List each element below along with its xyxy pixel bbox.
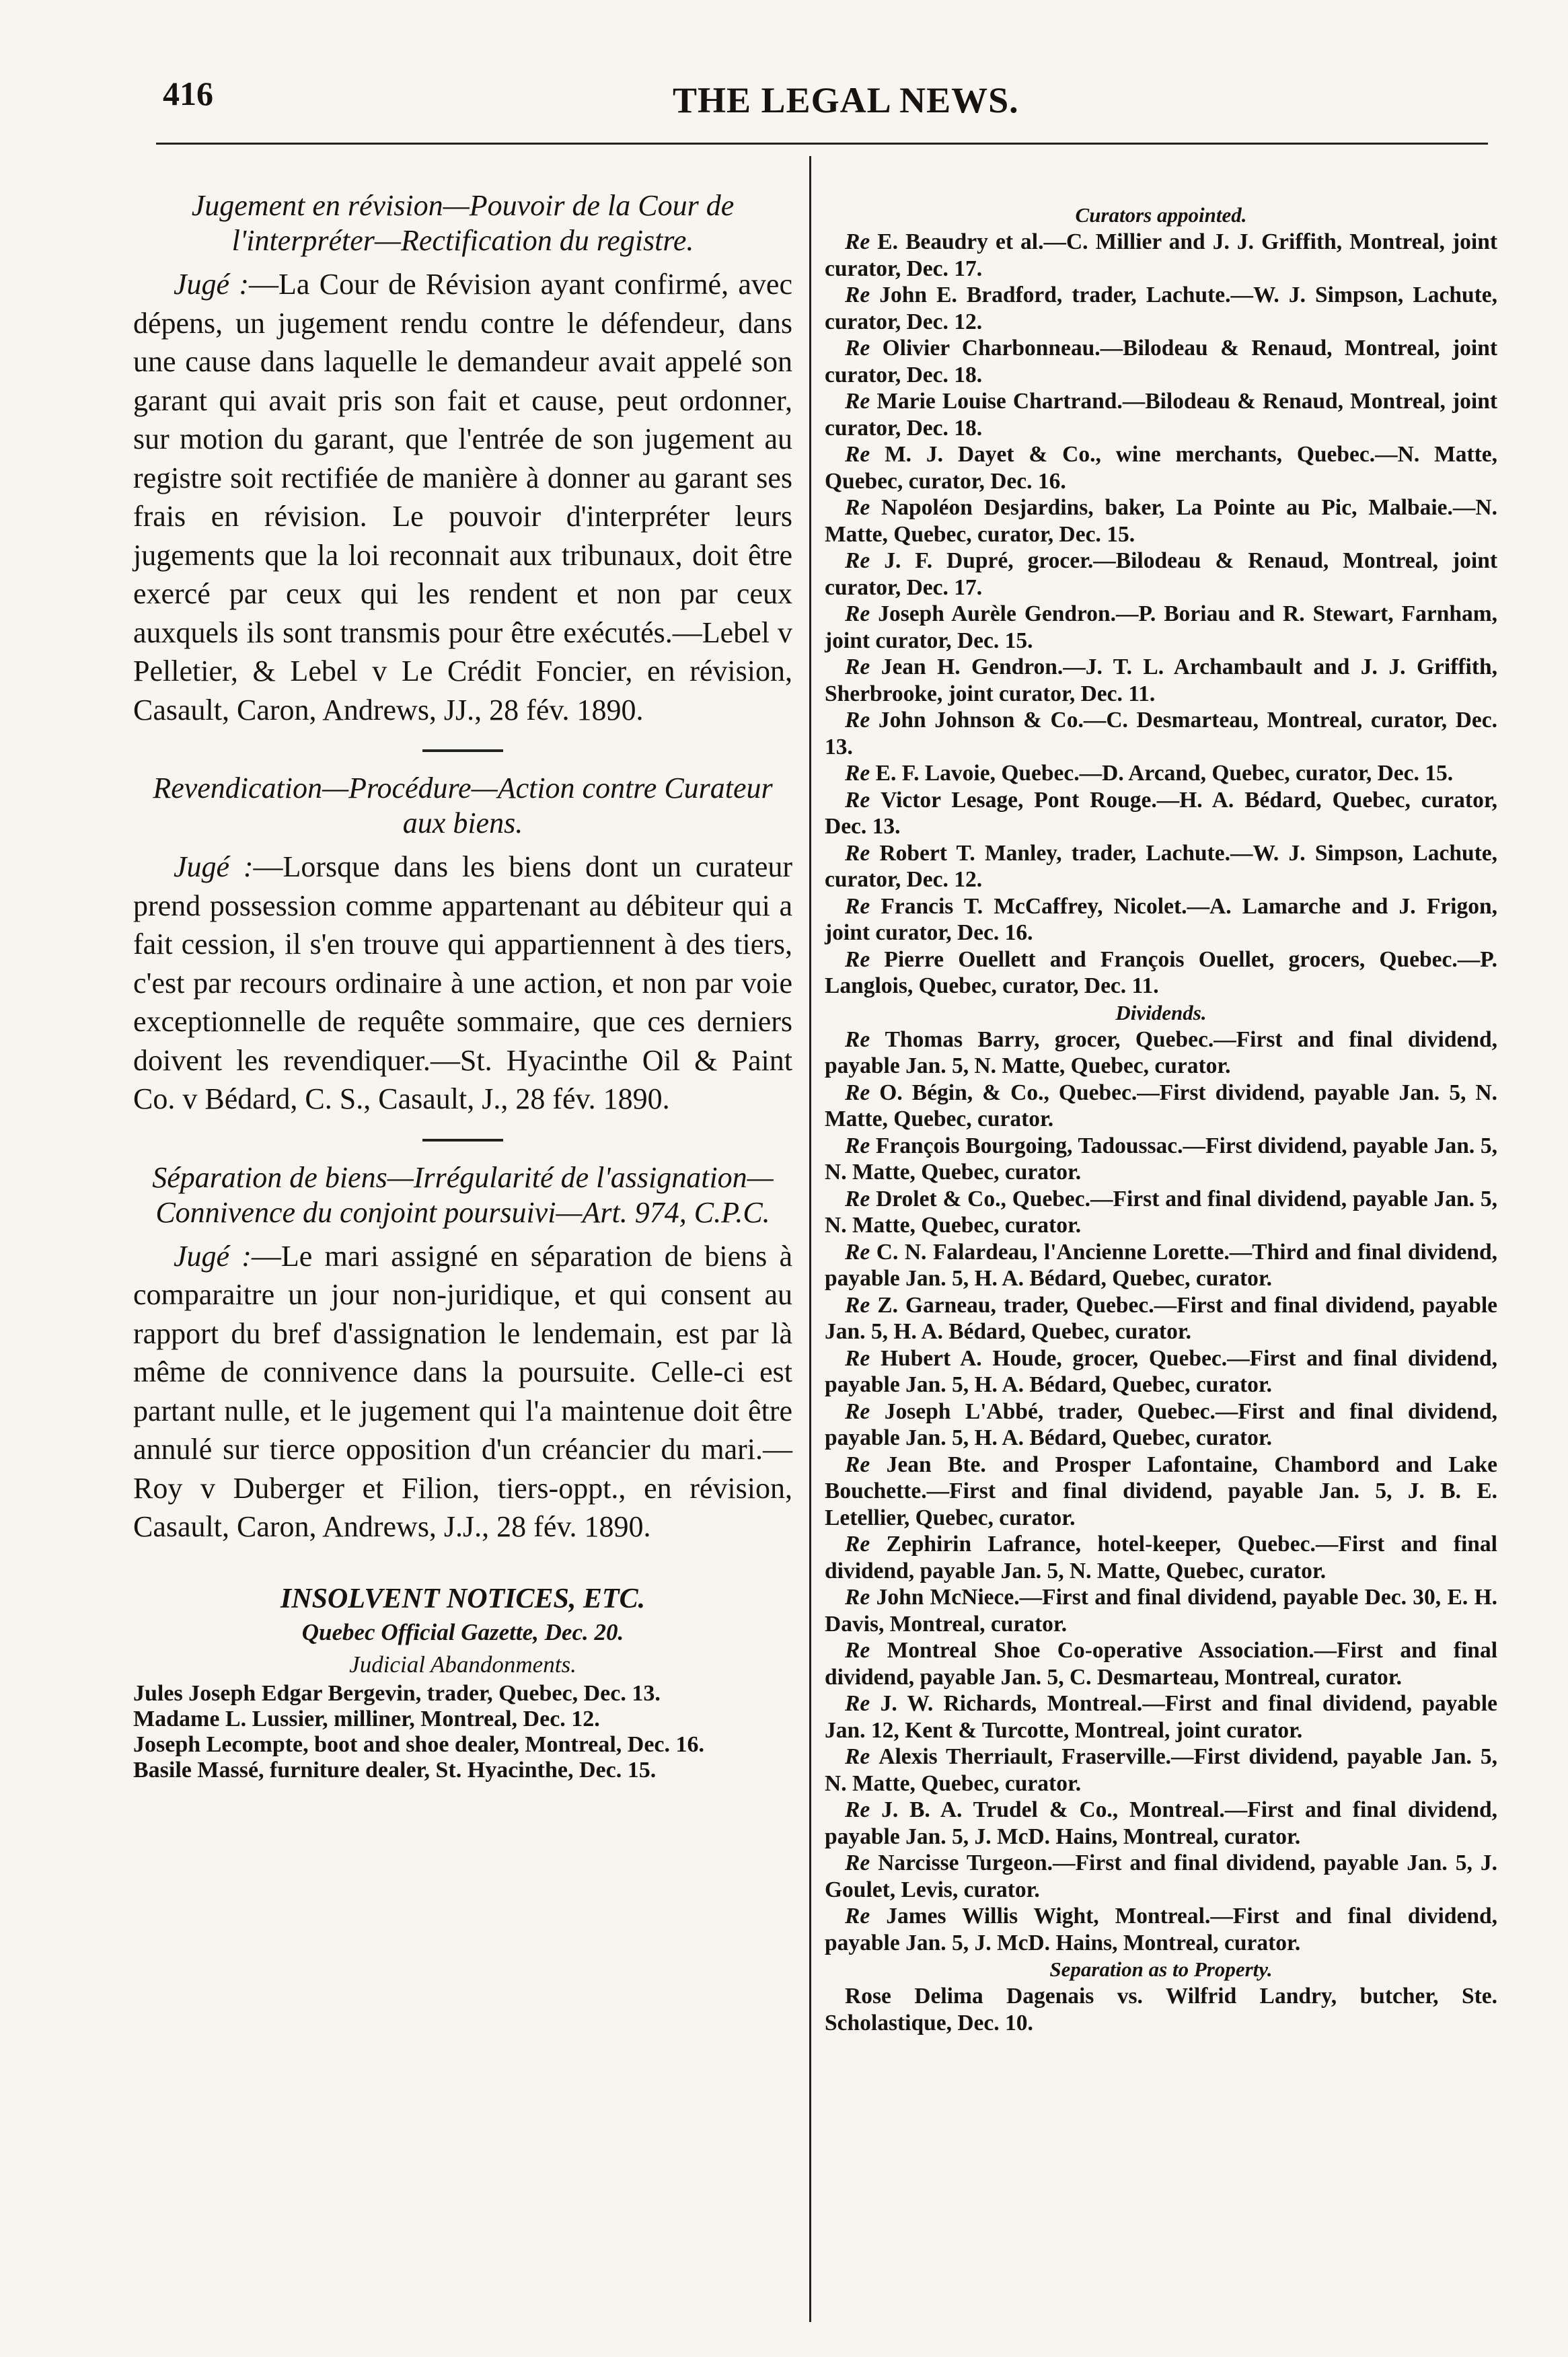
dividend-entry [825, 1452, 1497, 1532]
dividend-entry-text: O. Bégin, & Co., Quebec.—First dividend, payable Jan. 5, N. Matte, Quebec, curator. [825, 1080, 1497, 1131]
curator-entry [825, 707, 1497, 760]
curator-entry-text: Victor Lesage, Pont Rouge.—H. A. Bédard, Quebec, curator, Dec. 13. [825, 787, 1497, 839]
dividend-entry [825, 1690, 1497, 1744]
dividend-entry-text: John McNiece.—First and final dividend, payable Dec. 30, E. H. Davis, Montreal, curator. [825, 1585, 1497, 1637]
dividend-entry [825, 1239, 1497, 1292]
curators-list [825, 229, 1497, 1000]
dividend-entry-text: J. W. Richards, Montreal.—First and final dividend, payable Jan. 12, Kent & Turcotte, Montreal, joint curator. [825, 1691, 1497, 1743]
dividend-entry-text: Thomas Barry, grocer, Quebec.—First and final dividend, payable Jan. 5, N. Matte, Quebec, curator. [825, 1026, 1497, 1078]
curator-entry [825, 335, 1497, 388]
dividend-entry-text: Montreal Shoe Co-operative Association.—First and final dividend, payable Jan. 5, C. Desmarteau, Montreal, curator. [825, 1638, 1497, 1690]
case-block [133, 1160, 792, 1546]
curator-entry-text: Marie Louise Chartrand.—Bilodeau & Renaud, Montreal, joint curator, Dec. 18. [825, 389, 1497, 441]
case-block [133, 188, 792, 729]
dividend-entry [825, 1850, 1497, 1903]
case-title: Revendication—Procédure—Action contre Curateur aux biens. [153, 772, 773, 839]
curator-entry [825, 548, 1497, 601]
abandonment-entry [133, 1707, 792, 1732]
curator-entry-text: Francis T. McCaffrey, Nicolet.—A. Lamarche and J. Frigon, joint curator, Dec. 16. [825, 893, 1497, 945]
dividends-heading: Dividends. [1115, 1000, 1207, 1024]
re-label: Re [845, 229, 878, 254]
re-label: Re [845, 946, 885, 972]
dividend-entry [825, 1345, 1497, 1398]
curators-heading: Curators appointed. [1075, 203, 1247, 227]
abandonments-list [133, 1681, 792, 1783]
dividend-entry [825, 1026, 1497, 1080]
re-label: Re [845, 442, 885, 467]
abandonment-entry-text: Madame L. Lussier, milliner, Montreal, Dec. 12. [133, 1706, 600, 1731]
re-label: Re [845, 893, 881, 919]
re-label: Re [845, 787, 881, 813]
curator-entry [825, 441, 1497, 494]
separation-list [825, 1983, 1497, 2036]
dividend-entry [825, 1398, 1497, 1452]
dividend-entry-text: Alexis Therriault, Fraserville.—First dividend, payable Jan. 5, N. Matte, Quebec, curator. [825, 1744, 1497, 1796]
re-label: Re [845, 1026, 885, 1052]
curator-entry-text: Pierre Ouellett and François Ouellet, grocers, Quebec.—P. Langlois, Quebec, curator, Dec. 11. [825, 946, 1497, 998]
dividend-entry [825, 1744, 1497, 1797]
dividend-entry-text: Narcisse Turgeon.—First and final dividend, payable Jan. 5, J. Goulet, Levis, curator. [825, 1850, 1498, 1902]
abandonment-entry [133, 1758, 792, 1783]
case-block [133, 771, 792, 1119]
dividend-entry [825, 1133, 1497, 1186]
dividend-entry [825, 1903, 1497, 1956]
running-title: THE LEGAL NEWS. [673, 80, 1019, 120]
dividend-entry-text: François Bourgoing, Tadoussac.—First dividend, payable Jan. 5, N. Matte, Quebec, curator. [825, 1133, 1497, 1185]
abandonment-entry [133, 1732, 792, 1758]
curator-entry-text: John Johnson & Co.—C. Desmarteau, Montreal, curator, Dec. 13. [825, 708, 1498, 759]
dividend-entry-text: Zephirin Lafrance, hotel-keeper, Quebec.—First and final dividend, payable Jan. 5, N. Matte, Quebec, curator. [825, 1532, 1497, 1583]
dividend-entry-text: J. B. A. Trudel & Co., Montreal.—First and final dividend, payable Jan. 5, J. McD. Hains, Montreal, curator. [825, 1797, 1497, 1849]
curator-entry [825, 388, 1497, 441]
dividend-entry-text: Hubert A. Houde, grocer, Quebec.—First and final dividend, payable Jan. 5, H. A. Bédard, Quebec, curator. [825, 1345, 1497, 1397]
case-text: —Lorsque dans les biens dont un curateur prend possession comme appartenant au débiteur qui a fait cession, il s'en trouve qui appartiennent à des tiers, c'est par recours ordinaire à une action, et non par voie exceptionnelle de requête sommaire, que ces derniers doivent les revendiquer.—St. Hyacinthe Oil & Paint Co. v Bédard, C. S., Casault, J., 28 fév. 1890. [133, 850, 792, 1115]
re-label: Re [845, 1850, 879, 1875]
gazette-source: Quebec Official Gazette, Dec. 20. [301, 1618, 624, 1645]
re-label: Re [845, 840, 880, 866]
curator-entry [825, 787, 1497, 840]
curator-entry-text: Napoléon Desjardins, baker, La Pointe au Pic, Malbaie.—N. Matte, Quebec, curator, Dec. 15. [825, 495, 1497, 547]
re-label: Re [845, 1452, 887, 1477]
case-body [133, 1237, 792, 1546]
curator-entry-text: Jean H. Gendron.—J. T. L. Archambault and J. J. Griffith, Sherbrooke, joint curator, Dec. 11. [825, 654, 1497, 706]
re-label: Re [845, 601, 879, 626]
curator-entry-text: Joseph Aurèle Gendron.—P. Boriau and R. Stewart, Farnham, joint curator, Dec. 15. [825, 601, 1497, 653]
dividend-entry [825, 1797, 1497, 1850]
section-rule [422, 1139, 503, 1142]
dividend-entry-text: Drolet & Co., Quebec.—First and final dividend, payable Jan. 5, N. Matte, Quebec, curator. [825, 1186, 1498, 1238]
curator-entry [825, 893, 1497, 946]
re-label: Re [845, 1744, 879, 1769]
curator-entry-text: J. F. Dupré, grocer.—Bilodeau & Renaud, Montreal, joint curator, Dec. 17. [825, 548, 1497, 600]
re-label: Re [845, 283, 880, 307]
dividend-entry-text: Z. Garneau, trader, Quebec.—First and final dividend, payable Jan. 5, H. A. Bédard, Quebec, curator. [825, 1292, 1498, 1344]
insolvent-title: INSOLVENT NOTICES, ETC. [280, 1583, 646, 1614]
dividend-entry [825, 1186, 1497, 1239]
column-divider [809, 156, 811, 2322]
case-text: —Le mari assigné en séparation de biens à comparaitre un jour non-juridique, et qui consent au rapport du bref d'assignation le lendemain, est par là même de connivence dans la poursuite. Celle-ci est partant nulle, et le jugement qui l'a maintenue doit être annulé sur tierce opposition d'un créancier du mari.—Roy v Duberger et Filion, tiers-oppt., en révision, Casault, Caron, Andrews, J.J., 28 fév. 1890. [133, 1239, 792, 1543]
re-label: Re [845, 761, 876, 786]
re-label: Re [845, 1080, 880, 1105]
curator-entry-text: M. J. Dayet & Co., wine merchants, Quebec.—N. Matte, Quebec, curator, Dec. 16. [825, 442, 1497, 494]
dividend-entry [825, 1531, 1497, 1584]
dividend-entry [825, 1080, 1497, 1133]
case-body [133, 265, 792, 729]
re-label: Re [845, 1638, 887, 1663]
dividends-list [825, 1026, 1497, 1957]
header-rule [156, 143, 1488, 145]
curator-entry-text: E. Beaudry et al.—C. Millier and J. J. Griffith, Montreal, joint curator, Dec. 17. [825, 229, 1497, 281]
curator-entry [825, 282, 1497, 335]
re-label: Re [845, 1239, 876, 1265]
re-label: Re [845, 1904, 887, 1929]
dividend-entry-text: Jean Bte. and Prosper Lafontaine, Chambord and Lake Bouchette.—First and final dividend, payable Jan. 5, J. B. E. Letellier, Quebec, curator. [825, 1452, 1497, 1530]
re-label: Re [845, 1532, 887, 1557]
case-body [133, 848, 792, 1119]
curator-entry-text: Olivier Charbonneau.—Bilodeau & Renaud, Montreal, joint curator, Dec. 18. [825, 336, 1497, 387]
re-label: Re [845, 1691, 881, 1716]
separation-entry-text: Rose Delima Dagenais vs. Wilfrid Landry, butcher, Ste. Scholastique, Dec. 10. [825, 1984, 1497, 2035]
re-label: Re [845, 495, 882, 520]
re-label: Re [845, 1398, 885, 1424]
case-lead: Jugé : [174, 1239, 252, 1273]
curator-entry-text: E. F. Lavoie, Quebec.—D. Arcand, Quebec, curator, Dec. 15. [875, 761, 1454, 786]
abandonments-heading: Judicial Abandonments. [349, 1651, 576, 1678]
re-label: Re [845, 1345, 881, 1371]
curator-entry [825, 654, 1497, 707]
re-label: Re [845, 1797, 882, 1822]
case-lead: Jugé : [174, 850, 254, 883]
separation-entry [825, 1983, 1497, 2036]
re-label: Re [845, 1292, 878, 1318]
left-column [133, 188, 792, 1783]
dividend-entry [825, 1292, 1497, 1345]
abandonment-entry [133, 1681, 792, 1707]
dividend-entry-text: C. N. Falardeau, l'Ancienne Lorette.—Third and final dividend, payable Jan. 5, H. A. Bédard, Quebec, curator. [825, 1239, 1497, 1291]
dividend-entry-text: James Willis Wight, Montreal.—First and final dividend, payable Jan. 5, J. McD. Hains, Montreal, curator. [825, 1904, 1498, 1955]
dividend-entry [825, 1637, 1497, 1690]
re-label: Re [845, 1585, 876, 1610]
case-title: Séparation de biens—Irrégularité de l'assignation—Connivence du conjoint poursuivi—Art. 974, C.P.C. [152, 1160, 774, 1229]
dividend-entry-text: Joseph L'Abbé, trader, Quebec.—First and final dividend, payable Jan. 5, H. A. Bédard, Quebec, curator. [825, 1398, 1497, 1450]
abandonment-entry-text: Jules Joseph Edgar Bergevin, trader, Quebec, Dec. 13. [133, 1680, 661, 1706]
re-label: Re [845, 389, 877, 414]
curator-entry [825, 601, 1497, 654]
curator-entry [825, 840, 1497, 893]
section-rule [422, 749, 503, 752]
re-label: Re [845, 548, 885, 573]
curator-entry-text: Robert T. Manley, trader, Lachute.—W. J. Simpson, Lachute, curator, Dec. 12. [825, 840, 1498, 892]
re-label: Re [845, 708, 879, 733]
separation-heading: Separation as to Property. [1049, 1957, 1273, 1981]
abandonment-entry-text: Basile Massé, furniture dealer, St. Hyacinthe, Dec. 15. [133, 1757, 657, 1783]
curator-entry [825, 494, 1497, 548]
case-text: —La Cour de Révision ayant confirmé, avec dépens, un jugement rendu contre le défendeur, dans une cause dans laquelle le demandeur avait appelé son garant qui avait pris son fait et cause, peut ordonner, sur motion du garant, que l'entrée de son jugement au registre soit rectifiée de manière à donner au garant ses frais en révision. Le pouvoir d'interpréter leurs jugements que la loi reconnait aux tribunaux, doit être exercé par ceux qui les rendent et non par ceux auxquels ils sont transmis pour être exécutés.—Lebel v Pelletier, & Lebel v Le Crédit Foncier, en révision, Casault, Caron, Andrews, JJ., 28 fév. 1890. [133, 268, 792, 726]
curator-entry [825, 946, 1497, 1000]
re-label: Re [845, 654, 881, 679]
curator-entry [825, 229, 1497, 282]
right-column [825, 202, 1497, 2036]
page-number: 416 [163, 75, 213, 112]
case-lead: Jugé : [174, 268, 250, 301]
re-label: Re [845, 1186, 876, 1211]
curator-entry [825, 760, 1497, 787]
re-label: Re [845, 336, 883, 361]
case-title: Jugement en révision—Pouvoir de la Cour de l'interpréter—Rectification du registre. [191, 189, 735, 257]
abandonment-entry-text: Joseph Lecompte, boot and shoe dealer, Montreal, Dec. 16. [133, 1731, 705, 1757]
re-label: Re [845, 1133, 876, 1158]
dividend-entry [825, 1584, 1497, 1637]
curator-entry-text: John E. Bradford, trader, Lachute.—W. J. Simpson, Lachute, curator, Dec. 12. [825, 283, 1497, 334]
